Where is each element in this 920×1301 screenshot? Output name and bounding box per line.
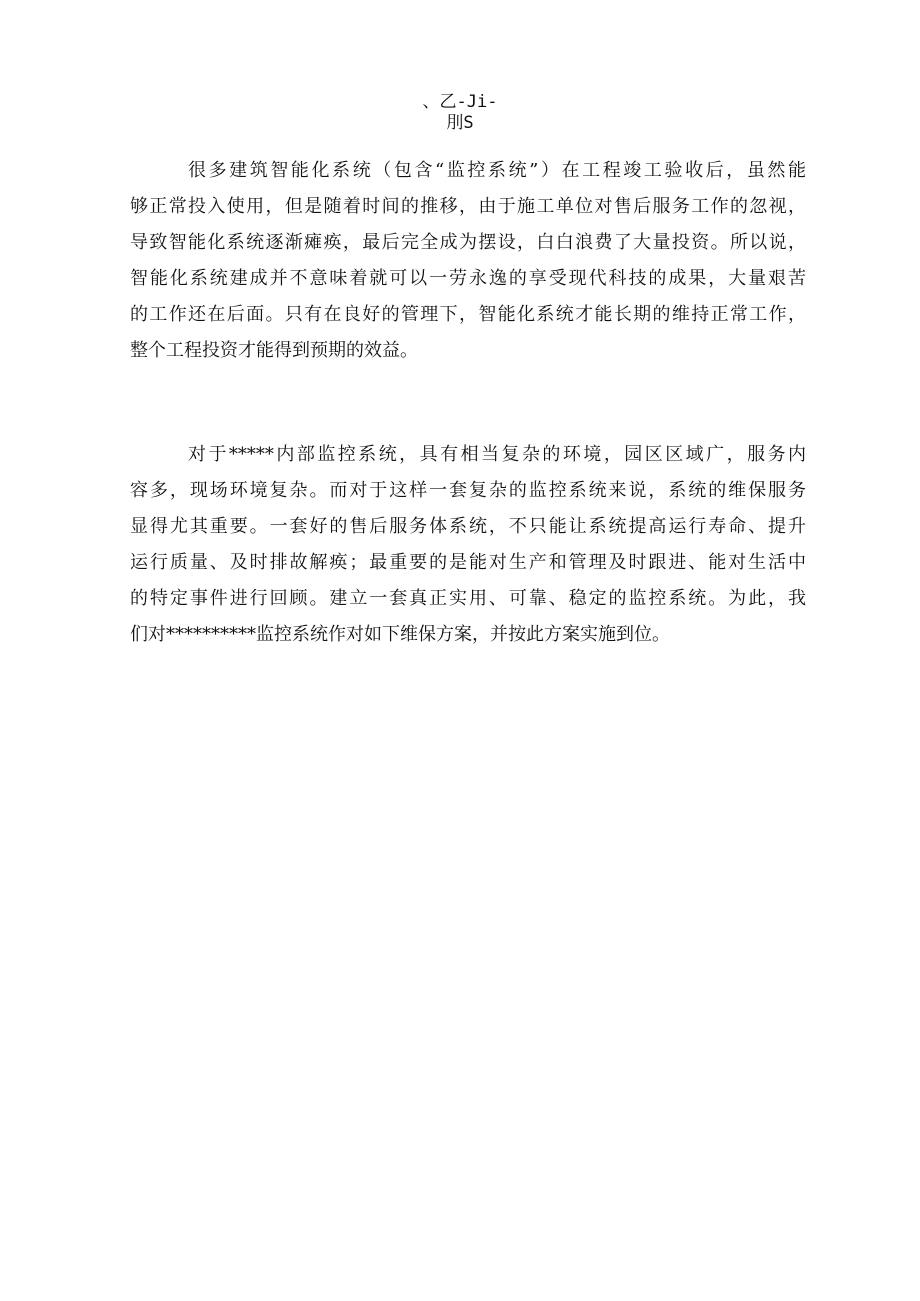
paragraph-2-line-6: 们对**********监控系统作对如下维保方案，并按此方案实施到位。 — [130, 624, 670, 645]
paragraph-1-line-3: 导致智能化系统逐渐瘫痪，最后完全成为摆设，白白浪费了大量投资。所以说， — [130, 232, 806, 253]
paragraph-2 — [130, 437, 806, 653]
paragraph-1-line-5: 的工作还在后面。只有在良好的管理下，智能化系统才能长期的维持正常工作， — [130, 304, 806, 325]
paragraph-2-line-2: 容多，现场环境复杂。而对于这样一套复杂的监控系统来说，系统的维保服务 — [130, 480, 806, 501]
paragraph-2-line-1: 对于*****内部监控系统，具有相当复杂的环境，园区区域广，服务内 — [188, 444, 806, 465]
paragraph-1-line-4: 智能化系统建成并不意味着就可以一劳永逸的享受现代科技的成果，大量艰苦 — [130, 268, 806, 289]
heading-line-2: 刖S — [446, 113, 474, 133]
paragraph-2-line-4: 运行质量、及时排故解痪；最重要的是能对生产和管理及时跟进、能对生活中 — [130, 552, 806, 573]
heading-line-1: 、乙-Ji- — [422, 92, 498, 112]
paragraph-1-line-2: 够正常投入使用，但是随着时间的推移，由于施工单位对售后服务工作的忽视， — [130, 196, 806, 217]
paragraph-1-line-1: 很多建筑智能化系统（包含“监控系统”）在工程竣工验收后，虽然能 — [188, 160, 806, 181]
paragraph-2-line-3: 显得尤其重要。一套好的售后服务体系统，不只能让系统提高运行寿命、提升 — [130, 516, 806, 537]
paragraph-1 — [130, 153, 806, 369]
paragraph-1-line-6: 整个工程投资才能得到预期的效益。 — [130, 340, 418, 361]
paragraph-2-line-5: 的特定事件进行回顾。建立一套真正实用、可靠、稳定的监控系统。为此，我 — [130, 588, 806, 609]
